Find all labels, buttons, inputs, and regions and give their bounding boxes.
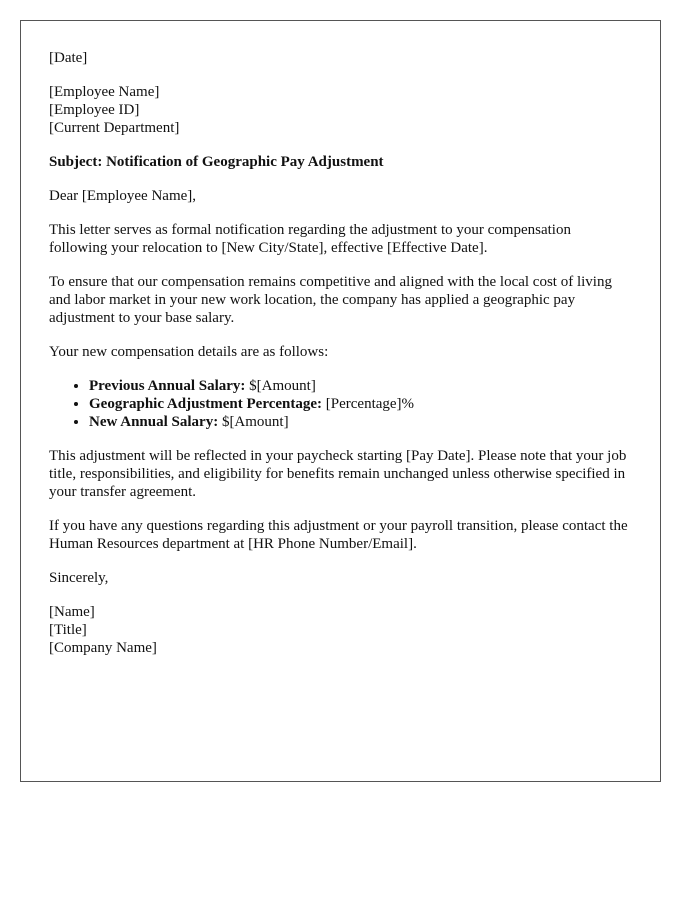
list-item <box>89 377 632 395</box>
letter <box>20 20 661 782</box>
paragraph-3: Your new compensation details are as follows: <box>49 344 329 360</box>
compensation-details-list <box>49 377 632 431</box>
detail-label: Geographic Adjustment Percentage: <box>89 396 323 412</box>
recipient-block <box>49 83 632 137</box>
signature-company: [Company Name] <box>49 640 157 656</box>
detail-value: $[Amount] <box>218 414 289 430</box>
detail-value: $[Amount] <box>245 378 316 394</box>
recipient-id: [Employee ID] <box>49 102 140 118</box>
detail-value: [Percentage]% <box>322 396 415 412</box>
paragraph-1: This letter serves as formal notification regarding the adjustment to your compensation following your relocation to [New City/State], effective [Effective Date]. <box>49 222 571 256</box>
closing: Sincerely, <box>49 570 109 586</box>
signature-block <box>49 603 632 657</box>
detail-label: Previous Annual Salary: <box>89 378 246 394</box>
subject <box>49 153 632 171</box>
paragraph-4: This adjustment will be reflected in your paycheck starting [Pay Date]. Please note that your job title, responsibilities, and eligibility for benefits remain unchanged unless otherwise specified in your transfer agreement. <box>49 448 627 500</box>
subject-text: Subject: Notification of Geographic Pay Adjustment <box>49 154 384 170</box>
recipient-name: [Employee Name] <box>49 84 160 100</box>
date: [Date] <box>49 50 88 66</box>
salutation: Dear [Employee Name], <box>49 188 197 204</box>
paragraph-2: To ensure that our compensation remains competitive and aligned with the local cost of living and labor market in your new work location, the company has applied a geographic pay adjustment to your base salary. <box>49 274 612 326</box>
detail-label: New Annual Salary: <box>89 414 219 430</box>
signature-title: [Title] <box>49 622 87 638</box>
list-item <box>89 413 632 431</box>
list-item <box>89 395 632 413</box>
signature-name: [Name] <box>49 604 95 620</box>
recipient-department: [Current Department] <box>49 120 180 136</box>
paragraph-5: If you have any questions regarding this adjustment or your payroll transition, please contact the Human Resources department at [HR Phone Number/Email]. <box>49 518 628 552</box>
